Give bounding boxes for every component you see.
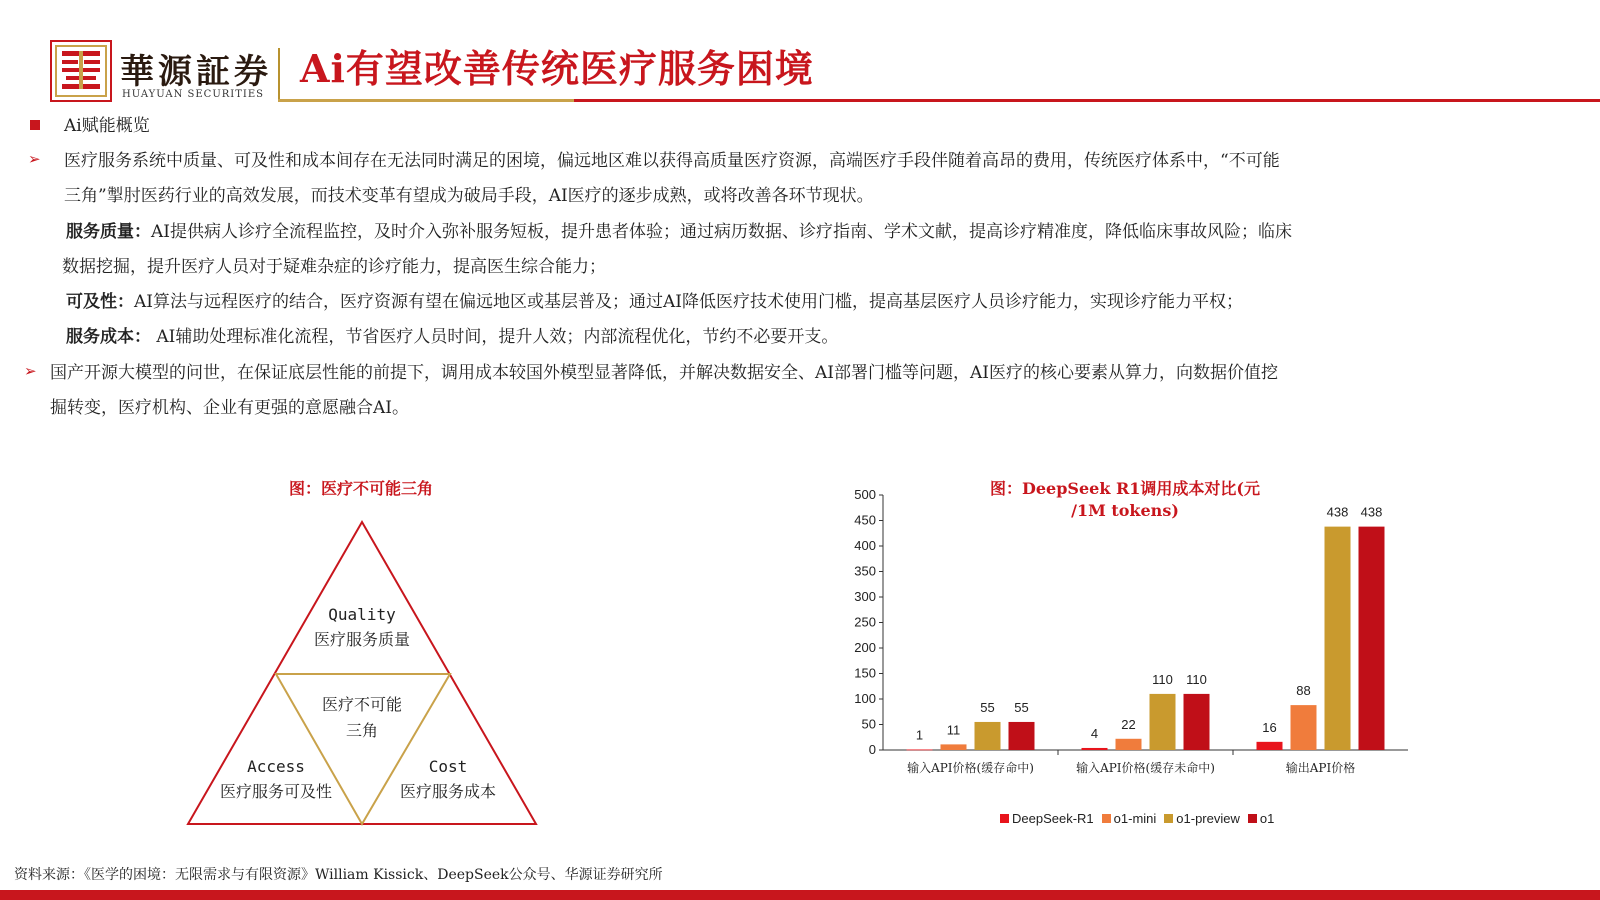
- access-cn-label: 医疗服务可及性: [219, 782, 333, 801]
- bar-value-label: 16: [1262, 719, 1277, 735]
- legend-item-o1-mini: [1102, 811, 1157, 826]
- bar-deepseek-r1: [1257, 742, 1283, 750]
- cost-cn-label: 医疗服务成本: [399, 782, 497, 801]
- arrow-bullet-icon: ➢: [24, 362, 37, 380]
- x-category-label: 输出API价格: [1285, 761, 1356, 775]
- y-tick-label: 250: [854, 614, 876, 630]
- legend-label: o1-preview: [1176, 811, 1240, 826]
- legend-item-o1: [1248, 811, 1274, 826]
- bar-deepseek-r1: [1082, 748, 1108, 750]
- bar-value-label: 55: [1014, 699, 1029, 715]
- access-label: 可及性：: [66, 292, 134, 312]
- legend-label: o1-mini: [1113, 811, 1157, 826]
- arrow-bullet-icon: ➢: [28, 150, 41, 168]
- x-category-label: 输入API价格(缓存命中): [907, 761, 1034, 775]
- y-tick-label: 50: [861, 716, 876, 732]
- y-tick-label: 150: [854, 665, 876, 681]
- top-rule-gold: [278, 99, 574, 102]
- center-label-line-1: 医疗不可能: [321, 695, 403, 714]
- brand-name-cn: 華源証券: [120, 52, 272, 92]
- brand-name-en: HUAYUAN SECURITIES: [122, 89, 265, 100]
- chart-title-line-1: 图：DeepSeek R1调用成本对比(元: [990, 479, 1260, 498]
- huayuan-logo-icon: [50, 40, 112, 102]
- bar-o1-mini: [1116, 739, 1142, 750]
- section-heading: Ai赋能概览: [64, 116, 150, 136]
- y-tick-label: 400: [854, 538, 876, 553]
- bar-o1: [1359, 527, 1385, 750]
- bar-value-label: 55: [980, 699, 995, 715]
- bar-value-label: 88: [1296, 683, 1311, 699]
- y-tick-label: 450: [854, 512, 876, 528]
- y-tick-label: 200: [854, 640, 876, 655]
- y-tick-label: 0: [868, 742, 876, 757]
- bar-value-label: 110: [1186, 671, 1207, 687]
- legend-label: o1: [1259, 811, 1275, 826]
- page-title: Ai有望改善传统医疗服务困境: [300, 46, 814, 91]
- paragraph-1-line-1: 医疗服务系统中质量、可及性和成本间存在无法同时满足的困境，偏远地区难以获得高质量医疗资源，高端医疗手段伴随着高昂的费用，传统医疗体系中，“不可能: [64, 151, 1280, 171]
- y-tick-label: 300: [854, 589, 876, 604]
- header-divider: [278, 48, 280, 100]
- legend-label: DeepSeek-R1: [1012, 811, 1094, 826]
- quality-label: 服务质量：: [66, 222, 151, 242]
- bar-deepseek-r1: [907, 749, 933, 750]
- bar-value-label: 11: [946, 722, 961, 738]
- center-label-line-2: 三角: [345, 721, 379, 740]
- cost-text: AI辅助处理标准化流程，节省医疗人员时间，提升人效；内部流程优化，节约不必要开支。: [151, 327, 839, 347]
- bar-o1-mini: [941, 744, 967, 750]
- bar-value-label: 438: [1360, 504, 1383, 520]
- cost-label: 服务成本：: [66, 327, 151, 347]
- y-tick-label: 100: [854, 691, 876, 706]
- legend-swatch: [1102, 814, 1111, 823]
- y-tick-label: 350: [854, 563, 876, 579]
- bar-value-label: 22: [1121, 716, 1136, 732]
- cost-en-label: Cost: [428, 757, 468, 776]
- bar-value-label: 110: [1152, 671, 1173, 687]
- bar-o1: [1009, 722, 1035, 750]
- quality-en-label: Quality: [328, 605, 396, 624]
- top-rule-red: [574, 99, 1600, 102]
- x-category-label: 输入API价格(缓存未命中): [1076, 761, 1215, 775]
- quality-paragraph: [66, 214, 1292, 250]
- bar-value-label: 4: [1090, 725, 1099, 741]
- quality-text: AI提供病人诊疗全流程监控，及时介入弥补服务短板，提升患者体验；通过病历数据、诊疗指南、学术文献，提高诊疗精准度，降低临床事故风险；临床: [151, 222, 1292, 242]
- legend-item-deepseek-r1: [1000, 811, 1094, 826]
- bar-value-label: 438: [1326, 504, 1349, 520]
- quality-line-2: 数据挖掘，提升医疗人员对于疑难杂症的诊疗能力，提高医生综合能力；: [62, 257, 606, 277]
- chart-legend: [1000, 811, 1282, 826]
- cost-paragraph: [66, 319, 838, 355]
- legend-swatch: [1000, 814, 1009, 823]
- bar-o1-preview: [1150, 694, 1176, 750]
- quality-cn-label: 医疗服务质量: [313, 630, 411, 649]
- triangle-figure-title: 图：医疗不可能三角: [288, 479, 433, 498]
- section-bullet-icon: [30, 120, 40, 130]
- bottom-rule: [0, 890, 1600, 900]
- legend-swatch: [1164, 814, 1173, 823]
- paragraph-1-line-2: 三角”掣肘医药行业的高效发展，而技术变革有望成为破局手段，AI医疗的逐步成熟，或将改善各环节现状。: [64, 186, 874, 206]
- chart-title-line-2: /1M tokens): [1071, 501, 1179, 520]
- bar-o1-preview: [1325, 527, 1351, 750]
- bar-o1: [1184, 694, 1210, 750]
- y-tick-label: 500: [854, 487, 876, 502]
- impossible-triangle-diagram: [180, 510, 544, 830]
- access-paragraph: [66, 284, 1243, 320]
- access-text: AI算法与远程医疗的结合，医疗资源有望在偏远地区或基层普及；通过AI降低医疗技术使用门槛，提高基层医疗人员诊疗能力，实现诊疗能力平权；: [134, 292, 1243, 312]
- paragraph-2-line-2: 掘转变，医疗机构、企业有更强的意愿融合AI。: [50, 398, 409, 418]
- bar-value-label: 1: [915, 727, 924, 743]
- paragraph-2-line-1: 国产开源大模型的问世，在保证底层性能的前提下，调用成本较国外模型显著降低，并解决数据安全、AI部署门槛等问题，AI医疗的核心要素从算力，向数据价值挖: [50, 363, 1278, 383]
- bar-o1-preview: [975, 722, 1001, 750]
- source-note: 资料来源：《医学的困境：无限需求与有限资源》William Kissick、DeepSeek公众号、华源证券研究所: [14, 867, 663, 883]
- legend-swatch: [1248, 814, 1257, 823]
- bar-o1-mini: [1291, 705, 1317, 750]
- access-en-label: Access: [247, 757, 305, 776]
- legend-item-o1-preview: [1164, 811, 1240, 826]
